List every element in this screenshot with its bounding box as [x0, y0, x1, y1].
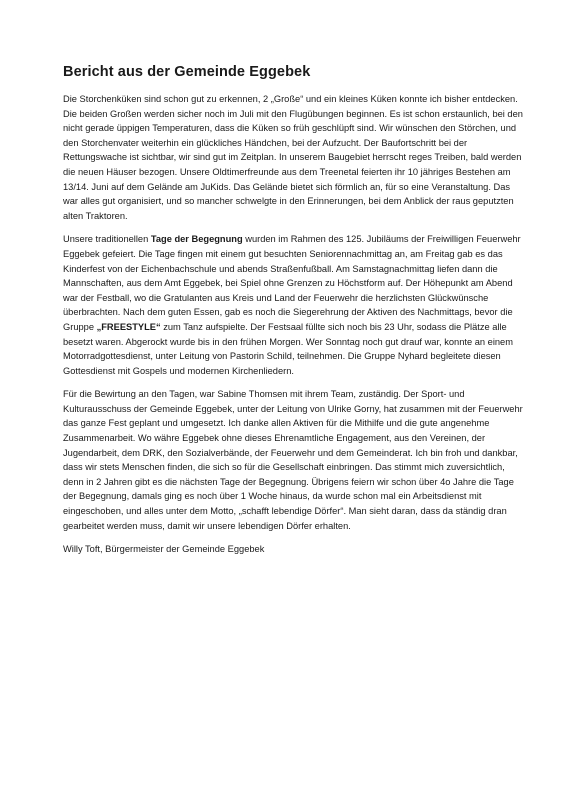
document-body — [63, 92, 525, 566]
paragraph-storks: Die Storchenküken sind schon gut zu erkennen, 2 „Große“ und ein kleines Küken konnte ich bisher entdecken. Die beiden Großen werden sicher noch im Juli mit den Flugübungen beginnen. Es ist schon erstaunlich, bei den nicht gerade üppigen Temperaturen, dass die Küken so früh geschlüpft sind. Wir wünschen den Störchen, und den Storchenvater weiterhin ein glückliches Händchen, bei der Aufzucht. Der Baufortschritt bei der Rettungswache ist sichtbar, wir sind gut im Zeitplan. In unserem Baugebiet herrscht reges Treiben, bald werden die neuen Häuser bezogen. Unsere Oldtimerfreunde aus dem Treenetal feierten ihr 10 jähriges Bestehen am 13/14. Juni auf dem Gelände am JuKids. Das Gelände bietet sich förmlich an, für so eine Veranstaltung. Das war alles gut organisiert, und so mancher schwelgte in den Erinnerungen, bei dem Anblick der raus geputzten alten Traktoren. — [63, 94, 523, 221]
signature: Willy Toft, Bürgermeister der Gemeinde Eggebek — [63, 544, 265, 555]
paragraph-tage-der-begegnung — [63, 232, 525, 378]
paragraph-text: wurden im Rahmen des 125. Jubiläums der Freiwilligen Feuerwehr Eggebek gefeiert. Die Tage fingen mit einem gut besuchten Seniorennachmittag an, am Freitag gab es das Kinderfest von der Eichenbachschule und abends Straßenfußball. Am Samstagnachmittag liefen dann die Mannschaften, aus dem Amt Eggebek, bei Spiel ohne Grenzen zu Höchstform auf. Der Höhepunkt am Abend war der Festball, wo die Gratulanten aus Kreis und Land der Feuerwehr die herzlichsten Glückwünsche überbrachten. Nach dem guten Essen, gab es noch die Siegerehrung der Aktiven des Nachmittags, bevor die Gruppe — [63, 234, 521, 332]
bold-event-name: Tage der Begegnung — [150, 234, 243, 245]
bold-band-name: „FREESTYLE“ — [96, 321, 161, 332]
document-title: Bericht aus der Gemeinde Eggebek — [63, 64, 311, 80]
paragraph-text: zum Tanz aufspielte. Der Festsaal füllte sich noch bis 23 Uhr, sodass die Plätze alle besetzt waren. Abgerockt wurde bis in den frühen Morgen. Wer Sonntag noch gut drauf war, konnte an einem Motorradgottesdienst, unter Leitung von Pastorin Schild, teilnehmen. Die Gruppe Nyhard begleitete diesen Gottesdienst mit Gospels und modernen Kirchenliedern. — [63, 321, 513, 376]
paragraph-text: Unsere traditionellen — [63, 234, 151, 245]
paragraph-thanks: Für die Bewirtung an den Tagen, war Sabine Thomsen mit ihrem Team, zuständig. Der Sport- und Kulturausschuss der Gemeinde Eggebek, unter der Leitung von Ulrike Gorny, hat zusammen mit der Feuerwehr das ganze Fest geplant und umgesetzt. Ich danke allen Aktiven für die Mithilfe und die gute angenehme Zusammenarbeit. Wo währe Eggebek ohne dieses Ehrenamtliche Engagement, aus den Vereinen, der Jugendarbeit, dem DRK, den Sozialverbände, der Feuerwehr und dem Gemeinderat. Ich bin froh und dankbar, dass wir stets Menschen finden, die sich so für die Gesellschaft einbringen. Das stimmt mich zuversichtlich, denn in 2 Jahren gibt es die nächsten Tage der Begegnung. Übrigens feiern wir schon über 4o Jahre die Tage der Begegnung, damals ging es noch über 1 Woche hinaus, da wurde schon mal ein Arbeitsdienst mit eingeschoben, und alles unter dem Motto, „schafft lebendige Dörfer“. Man sieht daran, dass da ständig dran gearbeitet werden muss, damit wir unsere lebendigen Dörfer erhalten. — [63, 389, 523, 531]
